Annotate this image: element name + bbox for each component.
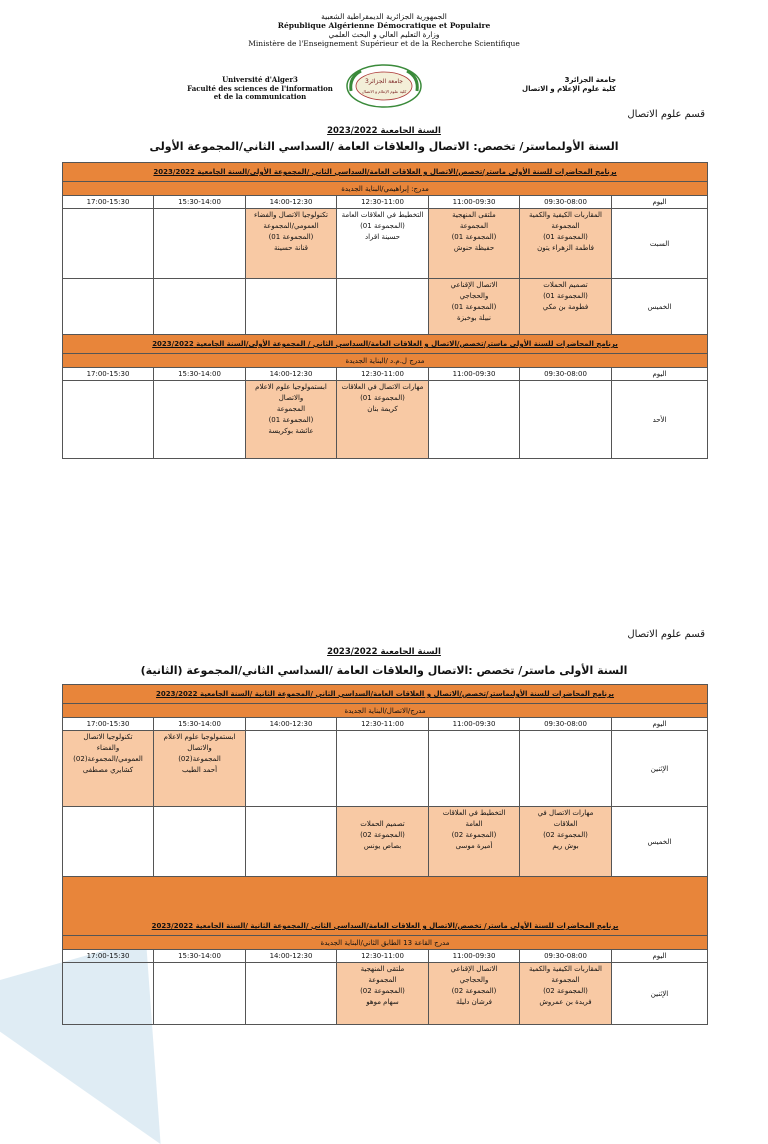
time-header: 11:00-09:30	[429, 718, 520, 731]
schedule-table	[62, 162, 708, 459]
slot-cell	[246, 963, 337, 1025]
course-cell	[520, 807, 612, 877]
time-header: 09:30-08:00	[520, 950, 612, 963]
time-header: 14:00-12:30	[246, 368, 337, 381]
day-cell: الخميس	[612, 279, 708, 335]
program-bar: برنامج المحاضرات للسنة الأولى ماستر/تخصص/الاتصال و العلاقات العامة/السداسي الثاني /المجموعة الأولى/السنة الجامعية 2023/2022	[63, 163, 708, 182]
course-cell	[429, 807, 520, 877]
time-header-row	[63, 718, 708, 731]
time-header: 14:00-12:30	[246, 950, 337, 963]
course-cell	[429, 279, 520, 335]
time-header: 15:30-14:00	[154, 950, 246, 963]
time-header-row	[63, 196, 708, 209]
logo-text: جامعة الجزائر3	[365, 78, 403, 85]
slot-cell	[154, 963, 246, 1025]
spacer-bar	[63, 877, 708, 918]
day-header: اليوم	[612, 368, 708, 381]
slot-cell	[63, 381, 154, 459]
slot-cell	[520, 731, 612, 807]
slot-cell	[246, 731, 337, 807]
time-header: 15:30-14:00	[154, 196, 246, 209]
header-line: Ministère de l'Enseignement Supérieur et de la Recherche Scientifique	[248, 39, 520, 48]
course-text: المقاربات الكيفية والكمية المجموعة (المجموعة 01) فاطمة الزهراء يتون	[529, 211, 602, 252]
slot-cell	[337, 731, 429, 807]
time-header: 12:30-11:00	[337, 950, 429, 963]
slot-cell	[63, 963, 154, 1025]
day-cell: الخميس	[612, 807, 708, 877]
program-bar: برنامج المحاضرات للسنة الأولى ماستر/ تخصص/الاتصال و العلاقات العامة/السداسي الثاني /المجموعة الثانية /السنة الجامعية 2023/2022	[63, 917, 708, 936]
time-header: 11:00-09:30	[429, 950, 520, 963]
department-label: قسم علوم الاتصال	[627, 629, 705, 640]
time-header: 14:00-12:30	[246, 196, 337, 209]
course-text: ابستمولوجيا علوم الاعلام والاتصال المجموعة (المجموعة 01) عائشة بوكريسة	[255, 383, 327, 435]
table-row	[63, 807, 708, 877]
university-logo	[345, 63, 423, 109]
program-bar: برنامج المحاضرات للسنة الأولى ماستر/تخصص/الاتصال و العلاقات العامة/السداسي الثاني / المجموعة الأولى/السنة الجامعية 2023/2022	[63, 335, 708, 354]
uni-line: et de la communication	[213, 92, 307, 101]
university-name-fr	[185, 76, 335, 102]
course-cell	[429, 963, 520, 1025]
course-cell	[520, 209, 612, 279]
course-text: مهارات الاتصال في العلاقات (المجموعة 01) كريمة بنان	[341, 383, 424, 413]
time-header: 15:30-14:00	[154, 718, 246, 731]
ministry-header	[0, 12, 768, 48]
course-text: الاتصال الإقناعي والحجاجي (المجموعة 02) فرشان دليلة	[450, 965, 498, 1006]
course-text: ملتقى المنهجية المجموعة (المجموعة 01) حفيظة حنوش	[451, 211, 497, 252]
slot-cell	[520, 381, 612, 459]
section-title: السنة الأولى ماستر/ تخصص :الاتصال والعلاقات العامة /السداسي الثاني/المجموعة (الثانية)	[140, 664, 628, 677]
time-header: 17:00-15:30	[63, 196, 154, 209]
course-cell	[520, 963, 612, 1025]
course-cell	[337, 807, 429, 877]
course-text: ابستمولوجيا علوم الاعلام والاتصال المجموعة(02) أحمد الطيب	[163, 733, 236, 774]
room-bar: مدرج: إبراهيمي/البناية الجديدة	[63, 182, 708, 196]
time-header: 17:00-15:30	[63, 368, 154, 381]
day-header: اليوم	[612, 196, 708, 209]
university-name-ar	[506, 76, 616, 94]
uni-line: جامعة الجزائر3	[564, 76, 616, 84]
slot-cell	[63, 279, 154, 335]
time-header: 12:30-11:00	[337, 718, 429, 731]
time-header: 14:00-12:30	[246, 718, 337, 731]
course-cell	[246, 381, 337, 459]
slot-cell	[337, 279, 429, 335]
day-header: اليوم	[612, 718, 708, 731]
course-text: ملتقى المنهجية المجموعة (المجموعة 02) سهام موهو	[360, 965, 405, 1006]
table-row	[63, 963, 708, 1025]
time-header: 15:30-14:00	[154, 368, 246, 381]
uni-line: Université d'Alger3	[222, 75, 298, 84]
slot-cell	[429, 731, 520, 807]
slot-cell	[246, 807, 337, 877]
uni-line: Faculté des sciences de l'information	[187, 83, 333, 93]
schedule-table	[62, 684, 708, 1025]
room-bar: مدرج ل.م.د /البناية الجديدة	[63, 354, 708, 368]
time-header: 09:30-08:00	[520, 718, 612, 731]
course-cell	[337, 381, 429, 459]
table-row	[63, 731, 708, 807]
time-header: 09:30-08:00	[520, 196, 612, 209]
course-text: تكنولوجيا الاتصال والفضاء العمومي/المجموعة (المجموعة 01) قنانة حسينة	[254, 211, 328, 252]
time-header: 12:30-11:00	[337, 196, 429, 209]
section-title: السنة الأولىماستر/ تخصص: الاتصال والعلاقات العامة /السداسي الثاني/المجموعة الأولى	[149, 140, 619, 153]
course-cell	[520, 279, 612, 335]
course-cell	[337, 963, 429, 1025]
course-text: المقاربات الكيفية والكمية المجموعة (المجموعة 02) فريدة بن عمروش	[529, 965, 602, 1006]
time-header: 09:30-08:00	[520, 368, 612, 381]
room-bar: مدرج القاعة 13 الطابق الثاني/البناية الجديدة	[63, 936, 708, 950]
day-cell: السبت	[612, 209, 708, 279]
academic-year: السنة الجامعية 2023/2022	[327, 647, 441, 657]
course-cell	[337, 209, 429, 279]
department-label: قسم علوم الاتصال	[627, 109, 705, 120]
slot-cell	[429, 381, 520, 459]
course-text: تصميم الحملات (المجموعة 01) فطومة بن مكي	[542, 281, 589, 311]
time-header: 17:00-15:30	[63, 950, 154, 963]
slot-cell	[154, 807, 246, 877]
slot-cell	[154, 381, 246, 459]
uni-line: كلية علوم الإعلام و الاتصال	[522, 85, 616, 93]
slot-cell	[63, 209, 154, 279]
header-line: الجمهورية الجزائرية الديمقراطية الشعبية	[321, 12, 447, 21]
course-text: تكنولوجيا الاتصال والفضاء العمومي/المجموعة(02) كشايري مصطفى	[73, 733, 143, 774]
day-header: اليوم	[612, 950, 708, 963]
time-header-row	[63, 368, 708, 381]
course-text: التخطيط في العلاقات العامة (المجموعة 01) حسينة اقراد	[341, 211, 424, 241]
course-text: الاتصال الإقناعي والحجاجي (المجموعة 01) نبيلة بوخبزة	[450, 281, 498, 322]
slot-cell	[154, 209, 246, 279]
table-row	[63, 209, 708, 279]
course-text: مهارات الاتصال في العلاقات (المجموعة 02) بوش ريم	[537, 809, 594, 850]
day-cell: الإثنين	[612, 963, 708, 1025]
course-text: التخطيط في العلاقات العامة (المجموعة 02) أميرة موسى	[442, 809, 506, 850]
time-header: 17:00-15:30	[63, 718, 154, 731]
table-row	[63, 279, 708, 335]
slot-cell	[154, 279, 246, 335]
time-header: 12:30-11:00	[337, 368, 429, 381]
time-header: 11:00-09:30	[429, 196, 520, 209]
table-row	[63, 381, 708, 459]
course-text: تصميم الحملات (المجموعة 02) بصاص يونس	[360, 820, 405, 850]
course-cell	[429, 209, 520, 279]
slot-cell	[63, 807, 154, 877]
course-cell	[246, 209, 337, 279]
time-header-row	[63, 950, 708, 963]
header-line: وزارة التعليم العالي و البحث العلمي	[328, 30, 440, 39]
room-bar: مدرج/الاتصال/البناية الجديدة	[63, 704, 708, 718]
logo-text: كلية علوم الإعلام و الاتصال	[361, 89, 407, 94]
course-cell	[154, 731, 246, 807]
program-bar: برنامج المحاضرات للسنة الأولىماستر/تخصص/الاتصال و العلاقات العامة/السداسي الثاني /المجموعة الثانية /السنة الجامعية 2023/2022	[63, 685, 708, 704]
day-cell: الأحد	[612, 381, 708, 459]
academic-year: السنة الجامعية 2023/2022	[327, 126, 441, 136]
slot-cell	[246, 279, 337, 335]
header-line: République Algérienne Démocratique et Populaire	[277, 21, 491, 30]
course-cell	[63, 731, 154, 807]
day-cell: الإثنين	[612, 731, 708, 807]
time-header: 11:00-09:30	[429, 368, 520, 381]
